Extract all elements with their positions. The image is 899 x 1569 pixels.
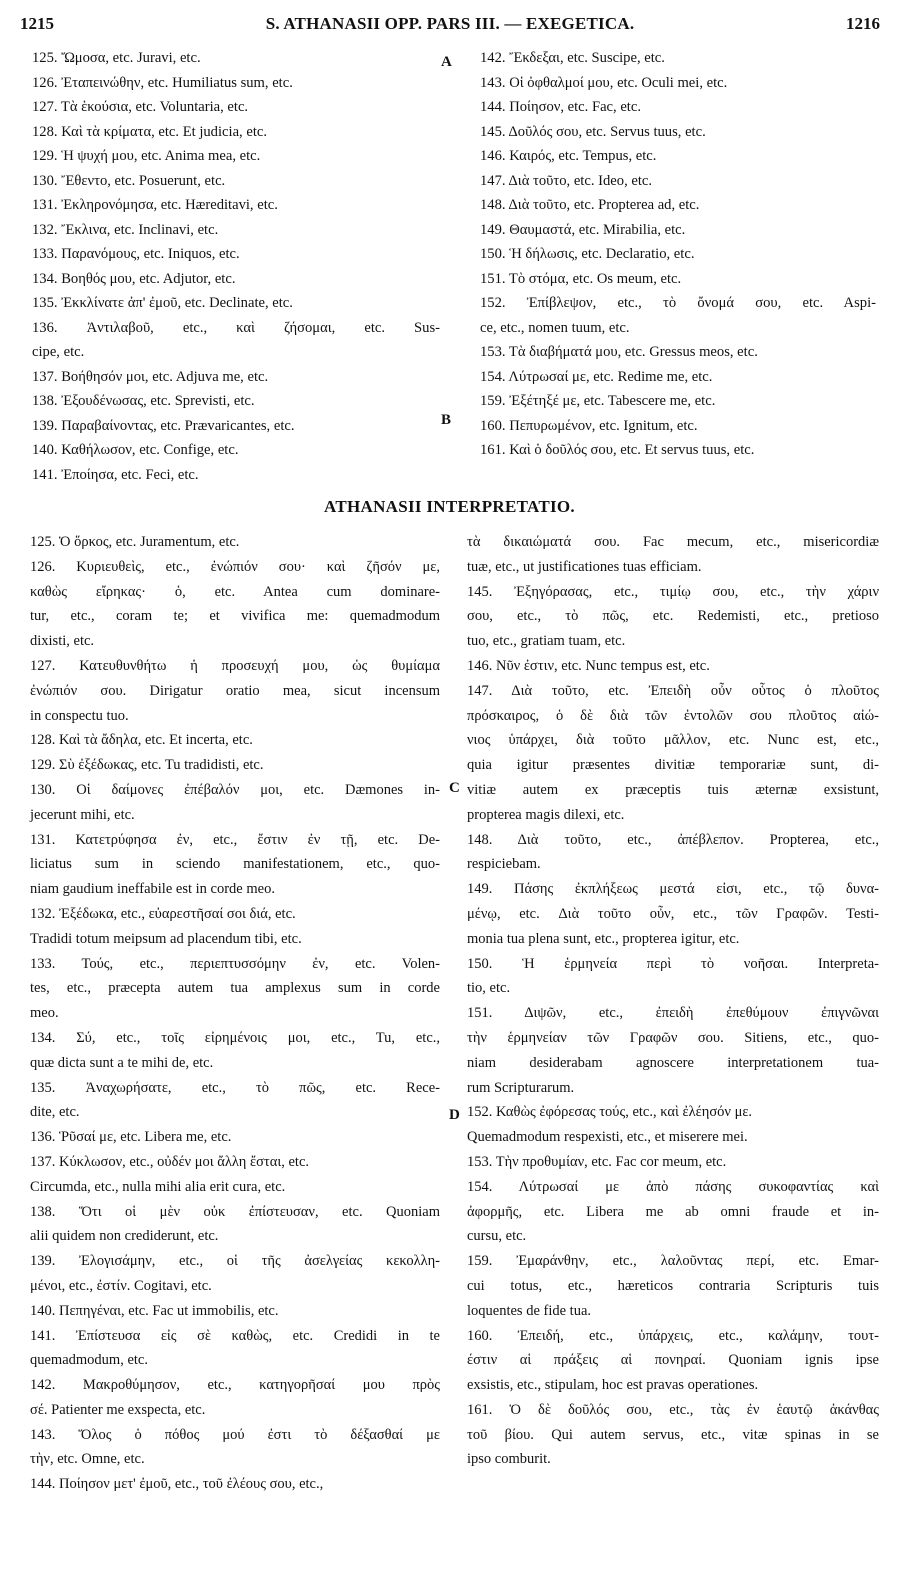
text-line: cui totus, etc., hæreticos contraria Scripturis tuis [467, 1277, 879, 1294]
text-line: dite, etc. [30, 1104, 80, 1121]
text-line: propterea magis dilexi, etc. [467, 806, 625, 823]
text-line: monia tua plena sunt, etc., propterea igitur, etc. [467, 930, 740, 947]
text-line: tes, etc., præcepta autem tua amplexus sum in corde [30, 980, 440, 997]
text-line: έστιν αἱ πράξεις αἱ πονηραί. Quoniam ignis ipse [467, 1352, 879, 1369]
text-line: 140. Πεπηγέναι, etc. Fac ut immobilis, etc. [30, 1302, 279, 1319]
text-line: 141. Ἐποίησα, etc. Feci, etc. [32, 466, 199, 483]
text-line: Tradidi totum meipsum ad placendum tibi, etc. [30, 930, 302, 947]
text-line: 146. Καιρός, etc. Tempus, etc. [480, 148, 657, 164]
text-line: ἐνώπιόν σου. Dirigatur oratio mea, sicut incensum [30, 682, 440, 699]
section-title: ATHANASII INTERPRETATIO. [324, 497, 575, 516]
text-line: 145. Ἐξηγόρασας, etc., τιμίῳ σου, etc., τὴν χάριν [467, 583, 879, 600]
text-line: καθὼς εἴρηκας· ὁ, etc. Antea cum dominare- [30, 583, 440, 600]
text-line: τοῦ βίου. Qui autem servus, etc., vitæ spinas in se [467, 1426, 879, 1443]
text-line: 143. Οἱ ὀφθαλμοί μου, etc. Oculi mei, etc. [480, 74, 728, 91]
text-line: exsistis, etc., stipulam, hoc est pravas operationes. [467, 1377, 759, 1394]
text-line: 154. Λύτρωσαί με, etc. Redime me, etc. [480, 368, 713, 385]
text-line: Quemadmodum respexisti, etc., et miserere mei. [467, 1129, 748, 1146]
text-line: 136. Ἀντιλαβοῦ, etc., καὶ ζήσομαι, etc. Sus- [32, 319, 440, 336]
text-line: 142. Μακροθύμησον, etc., κατηγορῆσαί μου πρὸς [30, 1377, 440, 1394]
text-line: rum Scripturarum. [467, 1079, 575, 1096]
interpretation-left-column [30, 530, 440, 1497]
text-line: tio, etc. [467, 980, 511, 997]
text-line: alii quidem non crediderunt, etc. [30, 1228, 219, 1245]
text-line: σέ. Patienter me exspecta, etc. [30, 1401, 206, 1418]
text-line: 161. Ὁ δὲ δοῦλός σου, etc., τὰς ἐν ἑαυτῷ ἀκάνθας [467, 1401, 879, 1418]
text-line: 135. Ἀναχωρήσατε, etc., τὸ πῶς, etc. Rece- [30, 1079, 440, 1096]
text-line: jecerunt mihi, etc. [30, 806, 135, 823]
text-line: 127. Τὰ ἑκούσια, etc. Voluntaria, etc. [32, 99, 249, 115]
text-line: 152. Καθὼς ἐφόρεσας τούς, etc., καὶ ἐλέησόν με. [467, 1104, 753, 1121]
text-line: 133. Τούς, etc., περιεπτυσσόμην ἐν, etc. Volen- [30, 955, 440, 972]
text-line: 160. Πεπυρωμένον, etc. Ignitum, etc. [480, 417, 698, 434]
text-line: dixisti, etc. [30, 633, 95, 650]
text-line: 161. Καὶ ὁ δοῦλός σου, etc. Et servus tuus, etc. [480, 442, 755, 458]
text-line: πρόσκαιρος, ὁ δὲ διὰ τῶν ἐντολῶν σου πλοῦτος αἰώ- [467, 707, 879, 724]
running-header [20, 14, 880, 42]
text-line: μένοι, etc., ἐστίν. Cogitavi, etc. [30, 1277, 212, 1294]
text-line: 138. Ἐξουδένωσας, etc. Sprevisti, etc. [32, 393, 255, 409]
margin-marker-b: B [441, 412, 452, 428]
text-line: 135. Ἐκκλίνατε ἀπ' ἐμοῦ, etc. Declinate, etc. [32, 295, 293, 311]
text-line: 128. Καὶ τὰ κρίματα, etc. Et judicia, etc. [32, 123, 267, 140]
text-line: 127. Κατευθυνθήτω ἡ προσευχή μου, ὡς θυμίαμα [30, 657, 440, 674]
text-line: 130. Οἱ δαίμονες ἐπέβαλόν μοι, etc. Dæmones in- [30, 781, 440, 798]
text-line: 139. Ἐλογισάμην, etc., οἱ τῆς ἀσελγείας κεκολλη- [30, 1253, 440, 1270]
text-line: 126. Κυριευθεὶς, etc., ἐνώπιόν σου· καὶ ζῆσόν με, [30, 558, 440, 575]
text-line: 128. Καὶ τὰ ἄδηλα, etc. Et incerta, etc. [30, 732, 253, 749]
text-line: 147. Διὰ τοῦτο, etc. Ideo, etc. [480, 172, 653, 189]
text-line: 136. Ῥῦσαί με, etc. Libera me, etc. [30, 1129, 232, 1146]
text-line: 151. Τὸ στόμα, etc. Os meum, etc. [480, 270, 682, 287]
text-line: tur, etc., coram te; et vivifica me: quemadmodum [30, 608, 440, 625]
text-line: 138. Ὅτι οἱ μὲν οὐκ ἐπίστευσαν, etc. Quoniam [30, 1203, 440, 1220]
text-line: meo. [30, 1005, 59, 1022]
margin-marker-c: C [449, 780, 460, 796]
lemmata-right-column [480, 46, 876, 463]
lemmata-left-column [32, 46, 440, 487]
text-line: loquentes de fide tua. [467, 1302, 592, 1319]
text-line: tuæ, etc., ut justificationes tuas efficiam. [467, 558, 702, 575]
text-line: ipso comburit. [467, 1451, 551, 1468]
text-line: 132. Ἔκλινα, etc. Inclinavi, etc. [32, 221, 219, 238]
text-line: 152. Ἐπίβλεψον, etc., τὸ ὄνομά σου, etc. Aspi- [480, 295, 876, 311]
text-line: 149. Θαυμαστά, etc. Mirabilia, etc. [480, 221, 686, 238]
text-line: 134. Βοηθός μου, etc. Adjutor, etc. [32, 270, 236, 287]
text-line: 153. Τὴν προθυμίαν, etc. Fac cor meum, etc. [467, 1153, 727, 1170]
text-line: 144. Ποίησον μετ' ἐμοῦ, etc., τοῦ ἐλέους σου, etc., [30, 1476, 324, 1493]
text-line: 125. Ὤμοσα, etc. Juravi, etc. [32, 50, 201, 66]
text-line: 144. Ποίησον, etc. Fac, etc. [480, 99, 641, 115]
text-line: 148. Διὰ τοῦτο, etc. Propterea ad, etc. [480, 197, 700, 213]
text-line: 159. Ἐξέτηξέ με, etc. Tabescere me, etc. [480, 393, 716, 409]
margin-marker-d: D [449, 1107, 460, 1123]
text-line: in conspectu tuo. [30, 707, 129, 724]
text-line: ἀφορμῆς, etc. Libera me ab omni fraude et in- [467, 1203, 879, 1220]
text-line: νιος ὑπάρχει, διὰ τοῦτο μᾶλλον, etc. Nunc est, etc., [467, 732, 879, 749]
text-line: τὴν, etc. Omne, etc. [30, 1451, 145, 1468]
text-line: 140. Καθήλωσον, etc. Confige, etc. [32, 442, 239, 458]
text-line: 146. Νῦν ἐστιν, etc. Nunc tempus est, etc. [467, 657, 710, 674]
text-line: Circumda, etc., nulla mihi alia erit cura, etc. [30, 1178, 286, 1195]
text-line: 160. Ἐπειδή, etc., ὑπάρχεις, etc., καλάμην, τουτ- [467, 1327, 879, 1344]
text-line: 139. Παραβαίνοντας, etc. Prævaricantes, etc. [32, 417, 295, 434]
text-line: quæ dicta sunt a te mihi de, etc. [30, 1054, 214, 1071]
text-line: 142. Ἔκδεξαι, etc. Suscipe, etc. [480, 50, 665, 66]
text-line: 125. Ὁ ὅρκος, etc. Juramentum, etc. [30, 534, 240, 550]
text-line: 148. Διὰ τοῦτο, etc., ἀπέβλεπον. Propterea, etc., [467, 831, 879, 848]
text-line: 129. Σὺ ἐξέδωκας, etc. Tu tradidisti, etc. [30, 757, 264, 774]
text-line: niam gaudium ineffabile est in corde meo. [30, 881, 275, 898]
text-line: respiciebam. [467, 856, 541, 873]
text-line: μένῳ, etc. Διὰ τοῦτο οὖν, etc., τῶν Γραφῶν. Testi- [467, 905, 879, 922]
text-line: 147. Διὰ τοῦτο, etc. Ἐπειδὴ οὖν οὗτος ὁ πλοῦτος [467, 682, 879, 699]
text-line: niam desiderabam agnoscere interpretationem tua- [467, 1054, 879, 1071]
text-line: 150. Ἡ δήλωσις, etc. Declaratio, etc. [480, 246, 695, 262]
text-line: liciatus sum in sciendo manifestationem, etc., quo- [30, 856, 440, 873]
right-page-number: 1216 [845, 14, 880, 33]
text-line: 141. Ἐπίστευσα εἰς σὲ καθὼς, etc. Credidi in te [30, 1327, 440, 1344]
text-line: cursu, etc. [467, 1228, 527, 1245]
text-line: 133. Παρανόμους, etc. Iniquos, etc. [32, 246, 240, 262]
text-line: quemadmodum, etc. [30, 1352, 148, 1369]
text-line: 153. Τὰ διαβήματά μου, etc. Gressus meos, etc. [480, 344, 758, 360]
left-page-number: 1215 [20, 14, 54, 33]
text-line: 159. Ἐμαράνθην, etc., λαλοῦντας περί, etc. Emar- [467, 1253, 879, 1270]
text-line: 130. Ἔθεντο, etc. Posuerunt, etc. [32, 172, 226, 189]
text-line: σου, etc., τὸ πῶς, etc. Redemisti, etc., pretioso [467, 608, 879, 625]
text-line: cipe, etc. [32, 344, 85, 360]
interpretation-right-column [467, 530, 879, 1472]
text-line: 129. Ἡ ψυχή μου, etc. Anima mea, etc. [32, 148, 261, 164]
text-line: 137. Βοήθησόν μοι, etc. Adjuva me, etc. [32, 368, 269, 385]
text-line: ce, etc., nomen tuum, etc. [480, 319, 630, 336]
text-line: 143. Ὅλος ὁ πόθος μού ἐστι τὸ δέξασθαί με [30, 1426, 440, 1443]
text-line: vitiæ autem ex præceptis tuis æternæ exsistunt, [467, 781, 879, 798]
text-line: tuo, etc., gratiam tuam, etc. [467, 633, 626, 650]
text-line: 149. Πάσης ἐκπλήξεως μεστά εἰσι, etc., τῷ δυνα- [467, 881, 879, 898]
text-line: 150. Ἡ ἑρμηνεία περὶ τὸ νοῆσαι. Interpreta- [467, 955, 879, 972]
margin-marker-a: A [441, 54, 452, 70]
text-line: 154. Λύτρωσαί με ἀπὸ πάσης συκοφαντίας καὶ [467, 1178, 879, 1195]
text-line: 132. Ἐξέδωκα, etc., εὐαρεστῆσαί σοι διά, etc. [30, 905, 296, 922]
text-line: 145. Δοῦλός σου, etc. Servus tuus, etc. [480, 123, 706, 140]
text-line: quia igitur præsentes divitiæ temporariæ sunt, di- [467, 757, 879, 774]
text-line: τὰ δικαιώματά σου. Fac mecum, etc., misericordiæ [467, 534, 879, 550]
text-line: 151. Διψῶν, etc., ἐπειδὴ ἐπεθύμουν ἐπιγνῶναι [467, 1005, 879, 1022]
text-line: 126. Ἐταπεινώθην, etc. Humiliatus sum, etc. [32, 74, 293, 91]
text-line: 131. Ἐκληρονόμησα, etc. Hæreditavi, etc. [32, 197, 278, 213]
text-line: 134. Σύ, etc., τοῖς εἰρημένοις μοι, etc., Tu, etc., [30, 1029, 440, 1046]
text-line: τὴν ἑρμηνείαν τῶν Γραφῶν σου. Sitiens, etc., quo- [467, 1029, 879, 1046]
running-title: S. ATHANASII OPP. PARS III. — EXEGETICA. [265, 14, 635, 33]
text-line: 137. Κύκλωσον, etc., οὐδέν μοι ἄλλη ἔσται, etc. [30, 1153, 310, 1170]
text-line: 131. Κατετρύφησα ἐν, etc., ἔστιν ἐν τῇ, etc. De- [30, 831, 440, 848]
